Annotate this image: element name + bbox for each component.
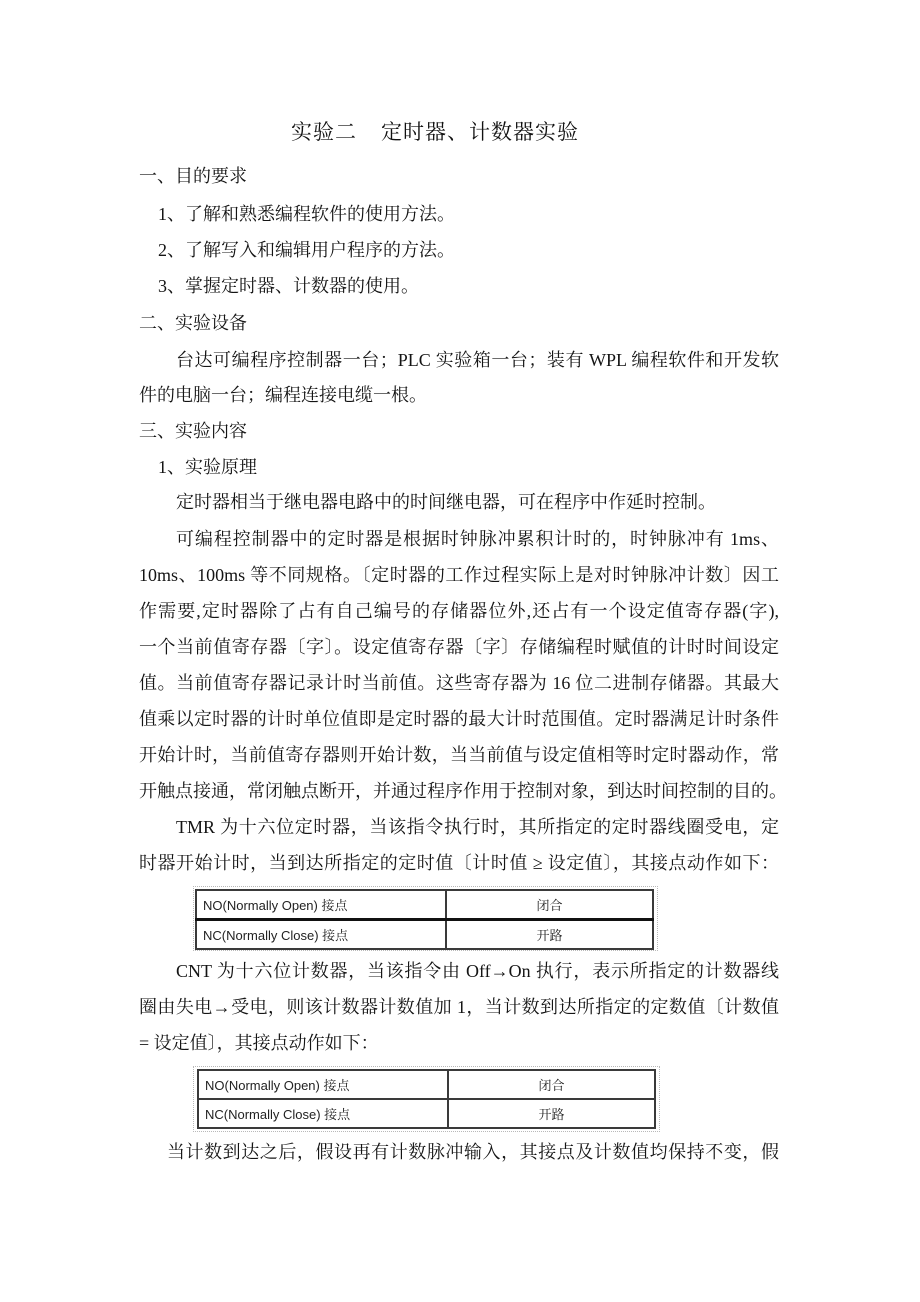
timer-paragraph-line: 一个当前值寄存器〔字〕。设定值寄存器〔字〕存储编程时赋值的计时时间设定	[139, 637, 779, 657]
objective-item: 2、了解写入和编辑用户程序的方法。	[158, 240, 455, 260]
timer-paragraph-line: 作需要,定时器除了占有自己编号的存储器位外,还占有一个设定值寄存器(字),	[139, 601, 779, 621]
timer-paragraph-line: 值乘以定时器的计时单位值即是定时器的最大计时范围值。定时器满足计时条件	[139, 709, 779, 729]
cnt-paragraph-line: = 设定值〕，其接点动作如下：	[139, 1033, 379, 1053]
principle-paragraph: 定时器相当于继电器电路中的时间继电器，可在程序中作延时控制。	[176, 492, 716, 512]
tmr-paragraph-line: 时器开始计时，当到达所指定的定时值〔计时值 ≥ 设定值〕，其接点动作如下：	[139, 853, 779, 873]
cnt-paragraph-line: 圈由失电→受电，则该计数器计数值加 1，当计数到达所指定的定数值〔计数值	[139, 997, 779, 1017]
timer-paragraph-line: 可编程控制器中的定时器是根据时钟脉冲累积计时的，时钟脉冲有 1ms、	[176, 529, 779, 549]
subsection-heading-principle: 1、实验原理	[158, 457, 257, 477]
equipment-paragraph-line: 台达可编程序控制器一台；PLC 实验箱一台；装有 WPL 编程软件和开发软	[176, 350, 779, 370]
count-reached-paragraph-line: 当计数到达之后，假设再有计数脉冲输入，其接点及计数值均保持不变，假	[167, 1142, 779, 1162]
objective-item: 3、掌握定时器、计数器的使用。	[158, 276, 419, 296]
contact-type-cell: NO(Normally Open) 接点	[198, 1070, 448, 1099]
table-row	[196, 920, 653, 950]
tmr-contact-table	[195, 889, 654, 950]
table-row	[198, 1070, 655, 1099]
timer-paragraph-line: 开始计时，当前值寄存器则开始计数，当当前值与设定值相等时定时器动作，常	[139, 745, 779, 765]
cnt-paragraph-line: CNT 为十六位计数器，当该指令由 Off→On 执行，表示所指定的计数器线	[176, 961, 779, 981]
tmr-paragraph-line: TMR 为十六位定时器，当该指令执行时，其所指定的定时器线圈受电，定	[176, 817, 779, 837]
timer-paragraph-line: 开触点接通，常闭触点断开，并通过程序作用于控制对象，到达时间控制的目的。	[139, 781, 787, 801]
contact-action-cell: 闭合	[446, 890, 653, 920]
table-row	[198, 1099, 655, 1128]
title-experiment-name: 定时器、计数器实验	[381, 120, 579, 144]
contact-action-cell: 开路	[448, 1099, 655, 1128]
section-heading-content: 三、实验内容	[139, 421, 247, 441]
timer-paragraph-line: 10ms、100ms 等不同规格。〔定时器的工作过程实际上是对时钟脉冲计数〕因工	[139, 565, 779, 585]
table-row	[196, 890, 653, 920]
contact-type-cell: NC(Normally Close) 接点	[198, 1099, 448, 1128]
timer-paragraph-line: 值。当前值寄存器记录计时当前值。这些寄存器为 16 位二进制存储器。其最大	[139, 673, 779, 693]
objective-item: 1、了解和熟悉编程软件的使用方法。	[158, 204, 455, 224]
contact-action-cell: 开路	[446, 920, 653, 950]
contact-type-cell: NC(Normally Close) 接点	[196, 920, 446, 950]
contact-action-cell: 闭合	[448, 1070, 655, 1099]
page-title	[291, 119, 579, 145]
section-heading-equipment: 二、实验设备	[139, 313, 247, 333]
cnt-contact-table	[197, 1069, 656, 1129]
title-experiment-number: 实验二	[291, 120, 357, 144]
section-heading-objectives: 一、目的要求	[139, 166, 247, 186]
contact-type-cell: NO(Normally Open) 接点	[196, 890, 446, 920]
equipment-paragraph-line: 件的电脑一台；编程连接电缆一根。	[139, 385, 427, 405]
